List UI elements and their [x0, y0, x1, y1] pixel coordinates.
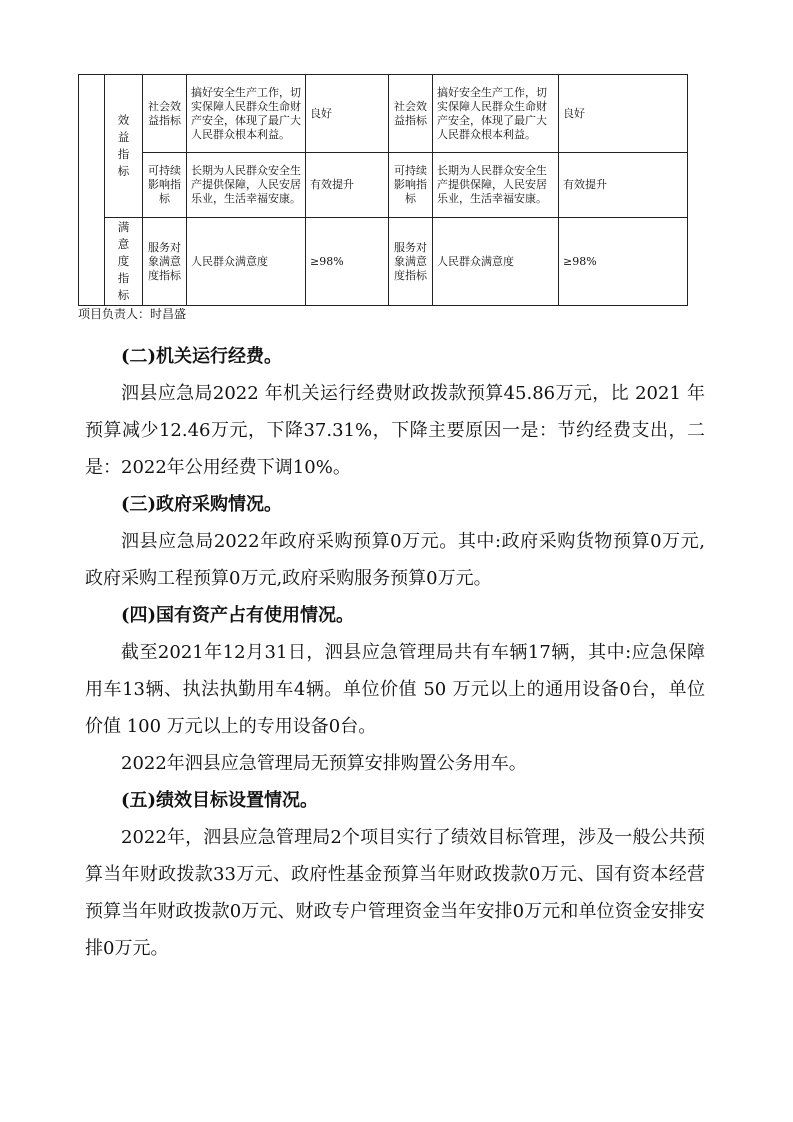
- indicator-value-cell: 良好: [559, 75, 688, 153]
- body-paragraph: 截至2021年12月31日，泗县应急管理局共有车辆17辆，其中:应急保障用车13辆、执法执勤用车4辆。单位价值 50 万元以上的通用设备0台，单位价值 100 万元以上的专用设备0台。: [85, 642, 705, 737]
- section-heading: (四)国有资产占有使用情况。: [121, 605, 355, 626]
- indicator-value-cell: 良好: [306, 75, 389, 153]
- document-body: [85, 338, 705, 967]
- indicator-value-cell: 有效提升: [559, 153, 688, 218]
- subcategory-cell: 社会效益指标: [143, 75, 187, 153]
- body-paragraph: 2022年，泗县应急管理局2个项目实行了绩效目标管理，涉及一般公共预算当年财政拨款33万元、政府性基金预算当年财政拨款0万元、国有资本经营预算当年财政拨款0万元、财政专户管理资金当年安排0万元和单位资金安排安排0万元。: [85, 827, 705, 959]
- table-row: [79, 218, 688, 306]
- project-manager-line: 项目负责人：时昌盛: [78, 307, 187, 321]
- subcategory-cell: 社会效益指标: [389, 75, 433, 153]
- table-row: [79, 153, 688, 218]
- indicator-desc-cell: 长期为人民群众安全生产提供保障，人民安居乐业，生活幸福安康。: [433, 153, 559, 218]
- category-cell: 效益指标: [105, 75, 143, 218]
- indicator-desc-cell: 人民群众满意度: [187, 218, 306, 306]
- indicator-value-cell: 有效提升: [306, 153, 389, 218]
- section-heading: (二)机关运行经费。: [121, 346, 283, 367]
- subcategory-cell: 可持续影响指标: [389, 153, 433, 218]
- table-empty-cell: [79, 75, 105, 306]
- body-paragraph: 2022年泗县应急管理局无预算安排购置公务用车。: [121, 753, 527, 774]
- subcategory-cell: 服务对象满意度指标: [143, 218, 187, 306]
- category-cell: 满意度指标: [105, 218, 143, 306]
- indicator-value-cell: ≥98%: [559, 218, 688, 306]
- subcategory-cell: 可持续影响指标: [143, 153, 187, 218]
- body-paragraph: 泗县应急局2022 年机关运行经费财政拨款预算45.86万元，比 2021 年预算减少12.46万元，下降37.31%，下降主要原因一是：节约经费支出，二是：2022年公用经费下调10%。: [85, 383, 705, 478]
- indicator-desc-cell: 人民群众满意度: [433, 218, 559, 306]
- table-row: [79, 75, 688, 153]
- performance-table: [78, 74, 688, 306]
- indicator-desc-cell: 搞好安全生产工作，切实保障人民群众生命财产安全，体现了最广大人民群众根本利益。: [187, 75, 306, 153]
- indicator-desc-cell: 长期为人民群众安全生产提供保障，人民安居乐业，生活幸福安康。: [187, 153, 306, 218]
- indicator-desc-cell: 搞好安全生产工作，切实保障人民群众生命财产安全，体现了最广大人民群众根本利益。: [433, 75, 559, 153]
- body-paragraph: 泗县应急局2022年政府采购预算0万元。其中:政府采购货物预算0万元,政府采购工程预算0万元,政府采购服务预算0万元。: [85, 531, 705, 589]
- indicator-value-cell: ≥98%: [306, 218, 389, 306]
- section-heading: (三)政府采购情况。: [121, 494, 283, 515]
- section-heading: (五)绩效目标设置情况。: [121, 790, 319, 811]
- subcategory-cell: 服务对象满意度指标: [389, 218, 433, 306]
